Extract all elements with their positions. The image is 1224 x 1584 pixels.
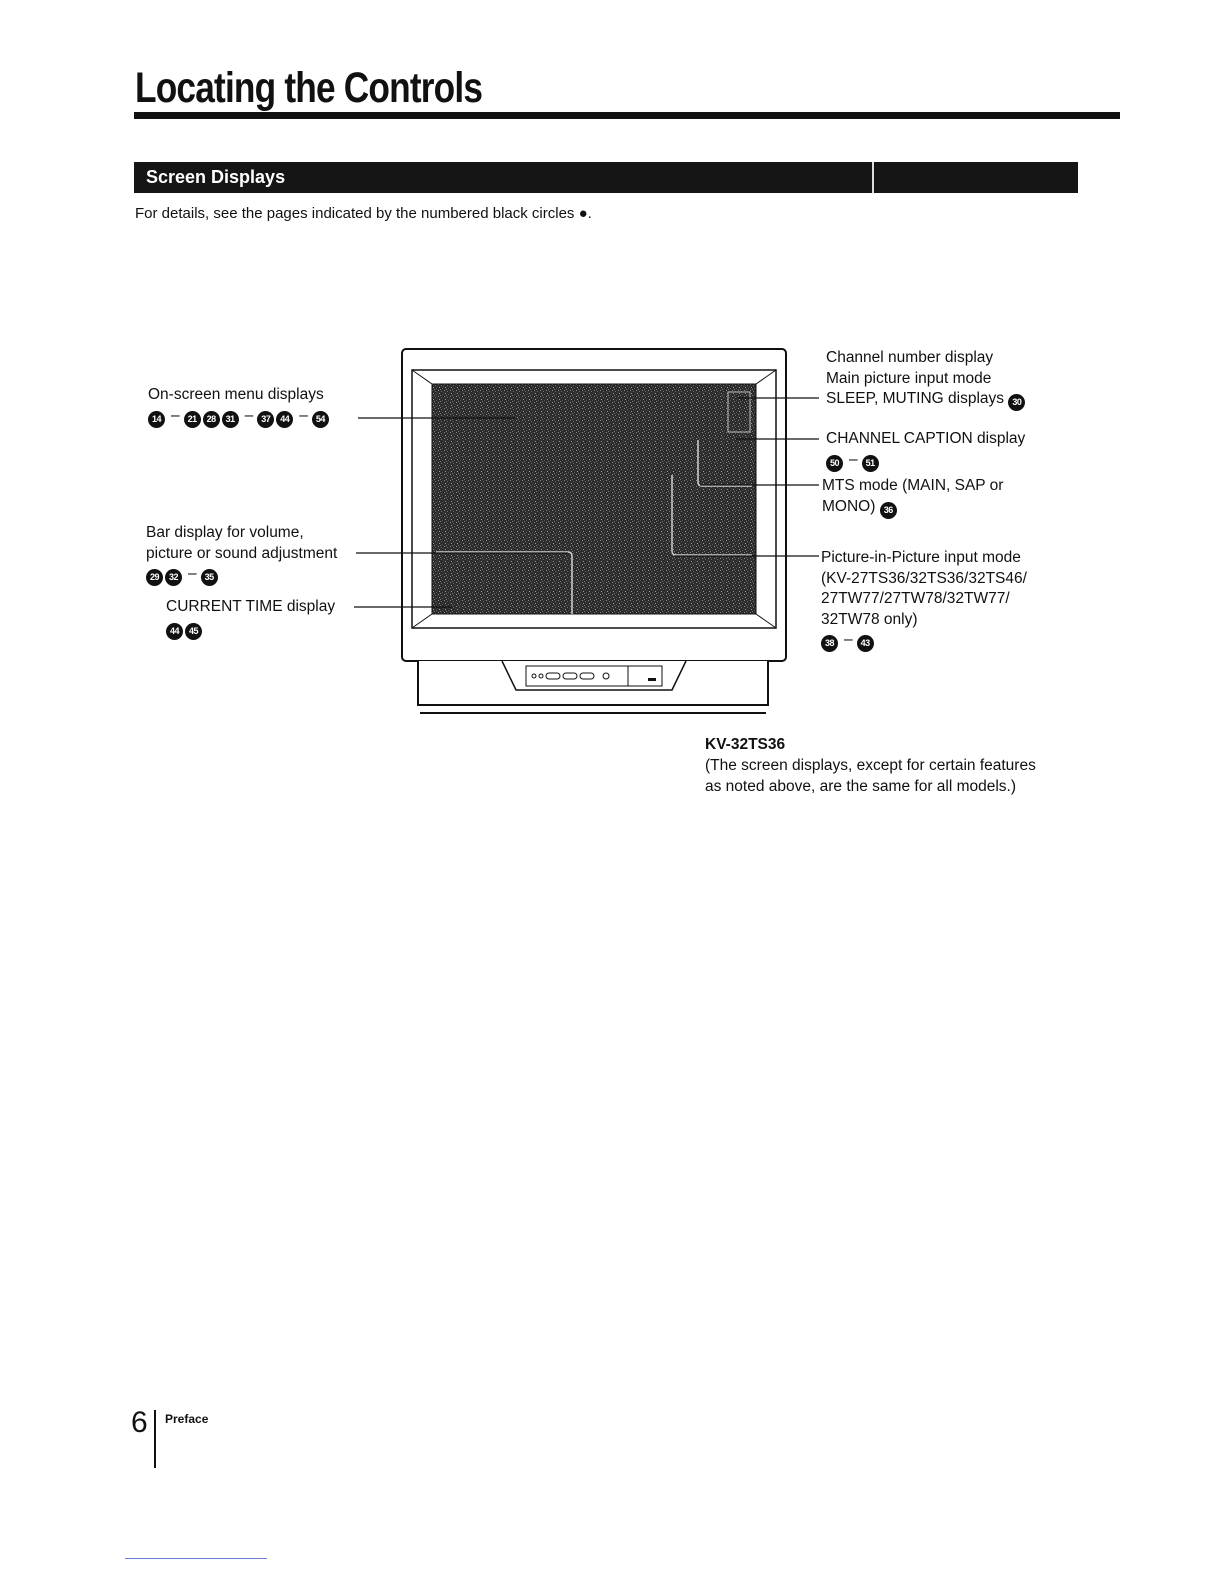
label-onscreen-menu: On-screen menu displays 14 – 21 28 31 – 37 44 – 54 [148, 385, 331, 428]
label-channel-number: Channel number display Main picture input mode SLEEP, MUTING displays 30 [826, 348, 1027, 411]
label-bar-display: Bar display for volume, picture or sound adjustment 29 32 – 35 [146, 523, 337, 586]
figure-caption: KV-32TS36 (The screen displays, except for certain features as noted above, are the same for all models.) [705, 736, 1036, 795]
page-number: 6 [131, 1406, 148, 1439]
label-pip-input: Picture-in-Picture input mode (KV-27TS36/32TS36/32TS46/ 27TW77/27TW78/32TW77/ 32TW78 only) 38 – 43 [821, 548, 1027, 652]
label-current-time: CURRENT TIME display 44 45 [166, 597, 335, 640]
label-mts-mode: MTS mode (MAIN, SAP or MONO) 36 [822, 476, 1003, 519]
intro-text: For details, see the pages indicated by the numbered black circles ●. [135, 205, 592, 222]
ref-circles-caption: 50 – 51 [826, 450, 1025, 472]
ref-circles-time: 44 45 [166, 618, 335, 640]
footer-section: Preface [165, 1412, 209, 1426]
ref-circles-bar: 29 32 – 35 [146, 564, 337, 586]
ref-circles-menu: 14 – 21 28 31 – 37 44 – 54 [148, 406, 331, 428]
label-channel-caption: CHANNEL CAPTION display 50 – 51 [826, 429, 1025, 472]
bottom-rule [125, 1558, 267, 1559]
page-title: Locating the Controls [135, 64, 483, 112]
model-name: KV-32TS36 [705, 736, 786, 753]
tv-illustration [0, 0, 1224, 760]
ref-circles-pip: 38 – 43 [821, 630, 1027, 652]
section-title: Screen Displays [146, 167, 286, 187]
footer-divider [154, 1410, 156, 1468]
